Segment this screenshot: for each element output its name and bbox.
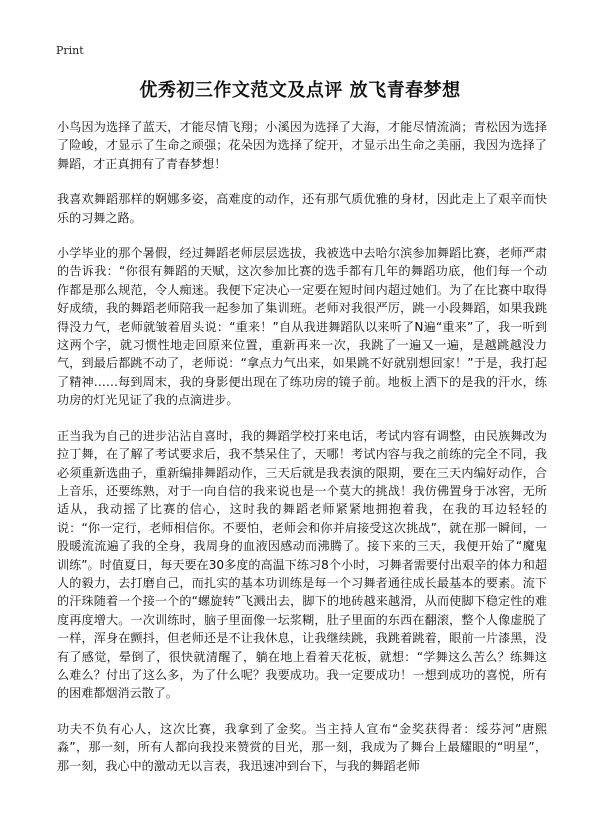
page-title: 优秀初三作文范文及点评 放飞青春梦想: [139, 80, 461, 101]
article-paragraph-1: 小鸟因为选择了蓝天，才能尽情飞翔；小溪因为选择了大海，才能尽情流淌；青松因为选择了险峻，才显示了生命之顽强；花朵因为选择了绽开，才显示出生命之美丽，我因为选择了舞蹈，才正真拥有了青春梦想！: [57, 120, 547, 171]
article-paragraph-3: 小学毕业的那个暑假，经过舞蹈老师层层选拔，我被选中去哈尔滨参加舞蹈比赛，老师严肃的告诉我：“你很有舞蹈的天赋，这次参加比赛的选手都有几年的舞蹈功底，他们每一个动作都是那么规范，令人痴迷。我便下定决心一定要在短时间内超过她们。为了在比赛中取得好成绩，我的舞蹈老师陪我一起参加了集训班。老师对我很严厉，跳一小段舞蹈，如果我跳得没力气，老师就皱着眉头说：“重来！”自从我进舞蹈队以来听了N遍“重来”了，我一听到这两个字，就习惯性地走回原来位置，重新再来一次，我跳了一遍又一遍，是越跳越没力气，到最后都跳不动了，老师说：“拿点力气出来，如果跳不好就别想回家！”于是，我打起了精神……每到周末，我的身影便出现在了练功房的镜子前。地板上洒下的是我的汗水，练功房的灯光见证了我的点滴进步。: [57, 246, 547, 408]
article-paragraph-4: 正当我为自己的进步沾沾自喜时，我的舞蹈学校打来电话，考试内容有调整，由民族舞改为拉丁舞，在了解了考试要求后，我不禁呆住了，天哪！考试内容与我之前练的完全不同，我必须重新选曲子，重新编排舞蹈动作，三天后就是我表演的限期，要在三天内编好动作，合上音乐，还要练熟，对于一向自信的我来说也是一个莫大的挑战！我仿佛置身于冰窖，无所适从，我动摇了比赛的信心，这时我的舞蹈老师紧紧地拥抱着我，在我的耳边轻轻的说：“你一定行，老师相信你。不要怕，老师会和你并肩接受这次挑战”，就在那一瞬间，一股暖流流遍了我的全身，我周身的血液因感动而沸腾了。接下来的三天，我便开始了“魔鬼训练”。时值夏日，每天要在30多度的高温下练习8个小时，习舞者需要付出艰辛的体力和超人的毅力，去打磨自己，而扎实的基本功训练是每一个习舞者通往成长最基本的要素。流下的汗珠随着一个接一个的“螺旋转”飞溅出去，脚下的地砖越来越滑，从而使脚下稳定性的难度再度增大。一次训练时，脑子里面像一坛浆糊，肚子里面的东西在翻滚，整个人像虚脱了一样，浑身在颤抖，但老师还是不让我休息，让我继续跳，我跳着跳着，眼前一片漆黑，没有了感觉，晕倒了，很快就清醒了，躺在地上看着天花板，就想：“学舞这么苦么？练舞这么难么？付出了这么多，为了什么呢？我要成功。我一定要成功！一想到成功的喜悦，所有的困难都烟消云散了。: [57, 428, 547, 701]
article-paragraph-5: 功夫不负有心人，这次比赛，我拿到了金奖。当主持人宣布“金奖获得者：绥芬河”唐熙淼”，那一刻，所有人都向我投来赞赏的目光，那一刻，我成为了舞台上最耀眼的“明星”，那一刻，我心中的激动无以言表，我迅速冲到台下，与我的舞蹈老师: [57, 721, 547, 773]
article-paragraph-2: 我喜欢舞蹈那样的婀娜多姿，高难度的动作，还有那气质优雅的身材，因此走上了艰辛而快乐的习舞之路。: [57, 192, 547, 225]
article-body: [57, 118, 547, 792]
print-link[interactable]: Print: [56, 44, 84, 57]
